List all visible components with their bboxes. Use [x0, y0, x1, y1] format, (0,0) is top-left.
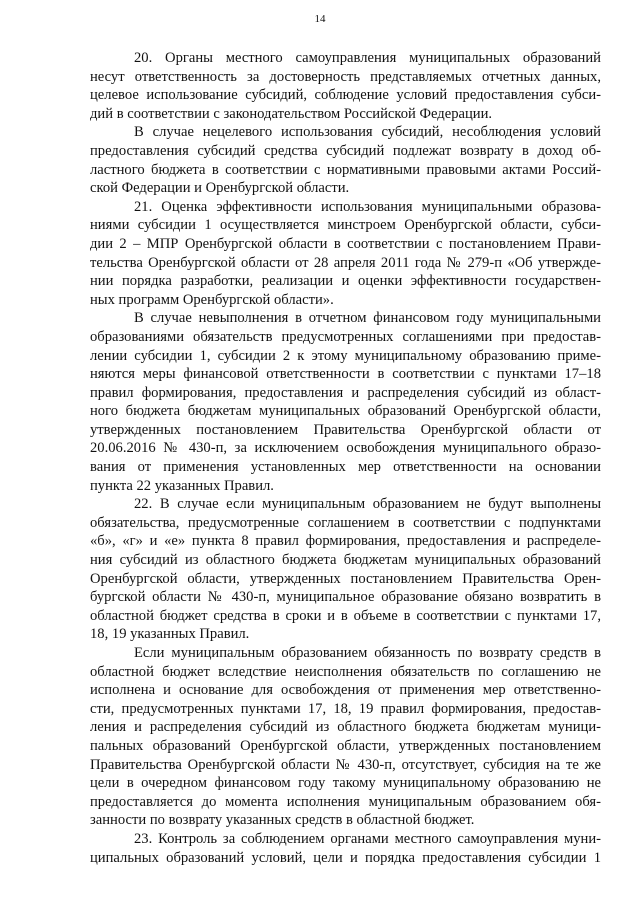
page-number: 14	[314, 13, 326, 25]
text-line: дии 2 – МПР Оренбургской области в соответствии с постановлением Прави-	[90, 235, 601, 252]
text-line: пункта 22 указанных Правил.	[90, 477, 274, 494]
text-line: нии порядка разработки, реализации и оценки эффективности государствен-	[90, 273, 601, 290]
text-line: пальных образований Оренбургской области, утвержденных постановлением	[90, 737, 601, 754]
text-line: 23. Контроль за соблюдением органами местного самоуправления муни-	[134, 830, 601, 847]
text-line: областной бюджет вследствие неисполнения обязательств по соглашению не	[90, 663, 601, 680]
text-line: 18, 19 указанных Правил.	[90, 626, 250, 643]
text-line: ластного бюджета в соответствии с нормативными правовыми актами Россий-	[90, 161, 601, 178]
text-line: 22. В случае если муниципальным образованием не будут выполнены	[134, 496, 601, 513]
text-line: Правительства Оренбургской области № 430-п, отсутствует, субсидия на те же	[90, 756, 601, 773]
text-line: ных программ Оренбургской области».	[90, 291, 334, 308]
text-line: няются меры финансовой ответственности в соответствии с пунктами 17–18	[90, 366, 601, 383]
text-line: Оренбургской области, утвержденных постановлением Правительства Орен-	[90, 570, 601, 587]
text-line: В случае нецелевого использования субсидий, несоблюдения условий	[134, 124, 601, 141]
text-line: цели в очередном финансовом году такому муниципальному образованию не	[90, 775, 601, 792]
text-line: ления и распределения субсидий из областного бюджета бюджетам муници-	[90, 719, 601, 736]
text-line: несут ответственность за достоверность представляемых отчетных данных,	[90, 68, 601, 85]
text-line: «б», «г» и «е» пункта 8 правил формирования, предоставления и распределе-	[90, 533, 601, 550]
text-line: ской Федерации и Оренбургской области.	[90, 180, 350, 197]
text-line: ниями субсидии 1 осуществляется минстроем Оренбургской области, субси-	[90, 217, 601, 234]
text-line: ципальных образований условий, цели и порядка предоставления субсидии 1	[90, 849, 601, 866]
text-line: дий в соответствии с законодательством Российской Федерации.	[90, 105, 493, 122]
text-line: 21. Оценка эффективности использования муниципальными образова-	[134, 198, 601, 215]
text-line: утвержденных постановлением Правительства Оренбургской области от	[90, 421, 601, 438]
text-line: целевое использование субсидий, соблюдение условий предоставления субси-	[90, 87, 601, 104]
text-line: В случае невыполнения в отчетном финансовом году муниципальными	[134, 310, 601, 327]
text-line: ния субсидий из областного бюджета бюджетам муниципальных образований	[90, 552, 601, 569]
text-line: 20. Органы местного самоуправления муниципальных образований	[134, 50, 601, 66]
text-line: тельства Оренбургской области от 28 апреля 2011 года № 279-п «Об утвержде-	[90, 254, 601, 271]
text-line: предоставления субсидий средства субсидий подлежат возврату в доход об-	[90, 142, 601, 159]
text-line: исполнена и основание для освобождения от применения мер ответственно-	[90, 682, 601, 699]
text-line: вания от применения установленных мер ответственности на основании	[90, 459, 601, 476]
text-line: сти, предусмотренных пунктами 17, 18, 19 правил формирования, предостав-	[90, 700, 601, 717]
text-line: 20.06.2016 № 430-п, за исключением освобождения муниципального образо-	[90, 440, 601, 457]
text-line: бургской области № 430-п, муниципальное образование обязано возвратить в	[90, 589, 601, 606]
text-line: ного бюджета бюджетам муниципальных образований Оренбургской области,	[90, 403, 601, 420]
text-line: предоставляется до момента исполнения муниципальным образованием обя-	[90, 793, 601, 810]
text-line: правил формирования, предоставления и распределения субсидий из област-	[90, 384, 601, 401]
text-line: образованиями обязательств предусмотренных соглашениями при предостав-	[90, 328, 601, 345]
text-line: Если муниципальным образованием обязанность по возврату средств в	[134, 645, 601, 661]
text-line: областной бюджет средства в сроки и в объеме в соответствии с пунктами 17,	[90, 607, 601, 624]
body-text	[90, 49, 601, 867]
text-line: занности по возврату указанных средств в областной бюджет.	[90, 812, 475, 829]
text-line: лении субсидии 1, субсидии 2 к этому муниципальному образованию приме-	[90, 347, 601, 364]
text-line: обязательства, предусмотренные соглашением в соответствии с подпунктами	[90, 514, 601, 531]
